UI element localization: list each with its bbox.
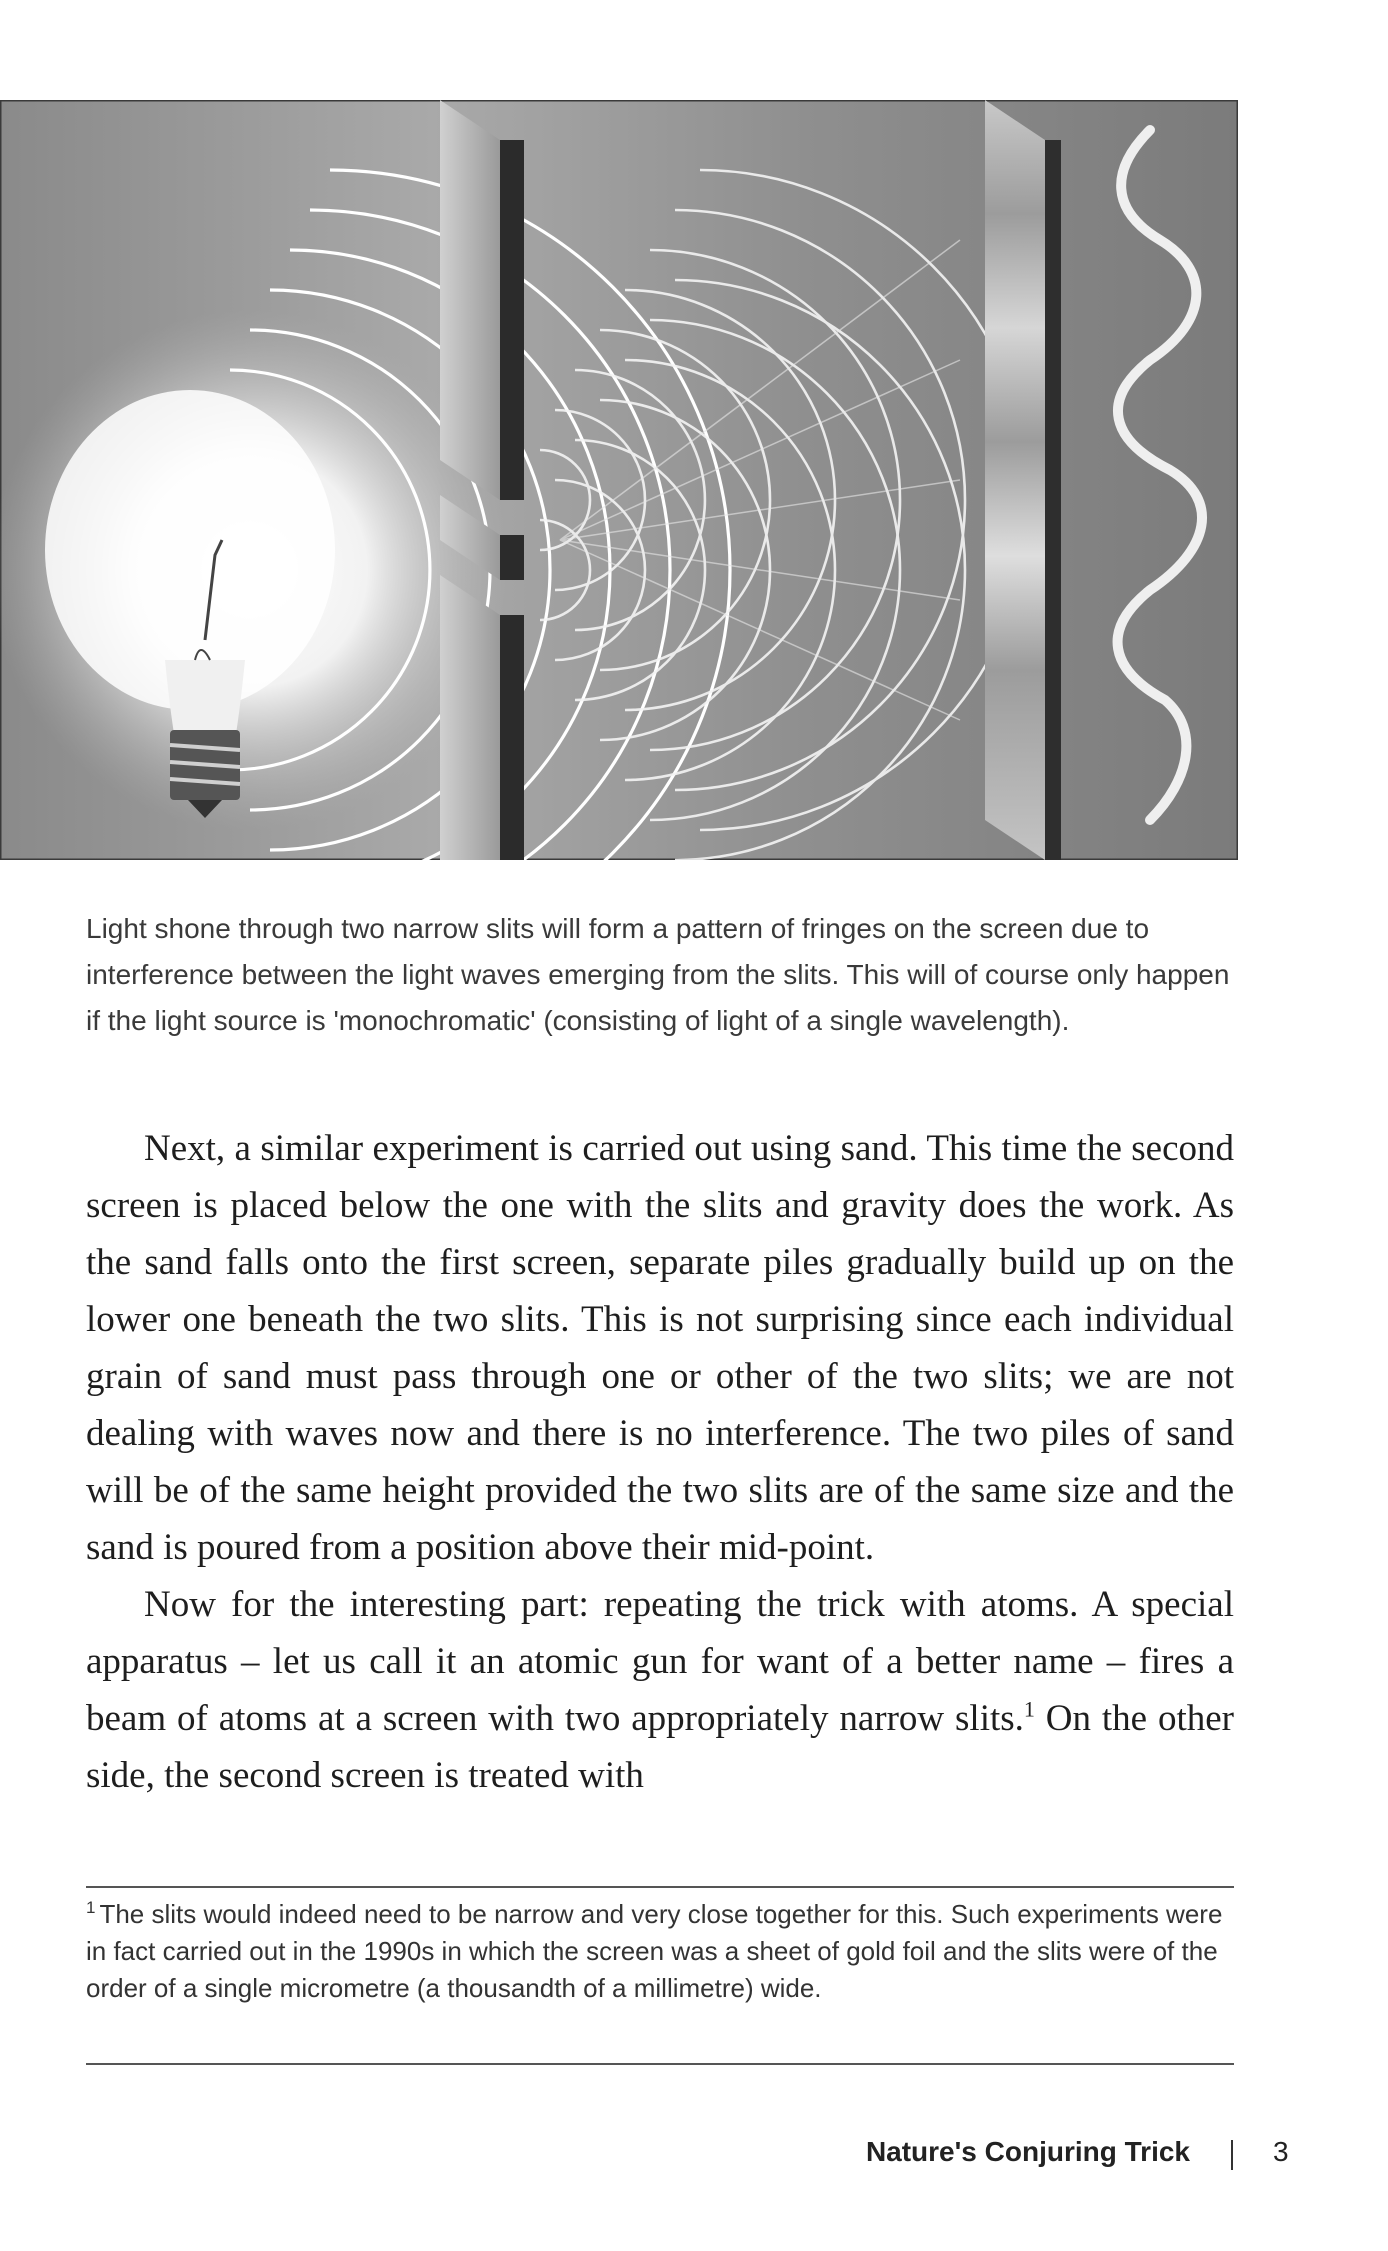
paragraph [86, 1576, 1234, 1804]
footnote-marker: 1 [86, 1898, 96, 1918]
running-title: Nature's Conjuring Trick [865, 2136, 1190, 2167]
paragraph-text: On the other side, the second screen is treated with [86, 1698, 1234, 1796]
figure-caption: Light shone through two narrow slits will form a pattern of fringes on the screen due to interference between the light waves emerging from the slits. This will of course only happen if the light source is 'monochromatic' (consisting of light of a single wavelength). [86, 913, 1230, 1036]
footnote-reference[interactable]: 1 [1023, 1696, 1035, 1722]
footnote-text: The slits would indeed need to be narrow and very close together for this. Such experiments were in fact carried out in the 1990s in which the screen was a sheet of gold foil and the slits were of the order of a single micrometre (a thousandth of a millimetre) wide. [86, 1899, 1223, 2003]
paragraph-text: Now for the interesting part: repeating the trick with atoms. A special apparatus – let us call it an atomic gun for want of a better name – fires a beam of atoms at a screen with two appropriately narrow slits. [86, 1584, 1234, 1739]
footer-separator [1231, 2140, 1233, 2170]
detection-screen [985, 100, 1061, 860]
footnote [86, 1896, 1226, 2007]
body-text [86, 1120, 1234, 1804]
footnote-divider-bottom [86, 2063, 1234, 2065]
double-slit-illustration [0, 100, 1238, 860]
page-number: 3 [1273, 2136, 1289, 2167]
paragraph: Next, a similar experiment is carried out using sand. This time the second screen is placed below the one with the slits and gravity does the work. As the sand falls onto the first screen, separate piles gradually build up on the lower one beneath the two slits. This is not surprising since each individual grain of sand must pass through one or other of the two slits; we are not dealing with waves now and there is no interference. The two piles of sand will be of the same height provided the two slits are of the same size and the sand is poured from a position above their mid-point. [86, 1128, 1234, 1568]
footnote-divider-top [86, 1886, 1234, 1888]
